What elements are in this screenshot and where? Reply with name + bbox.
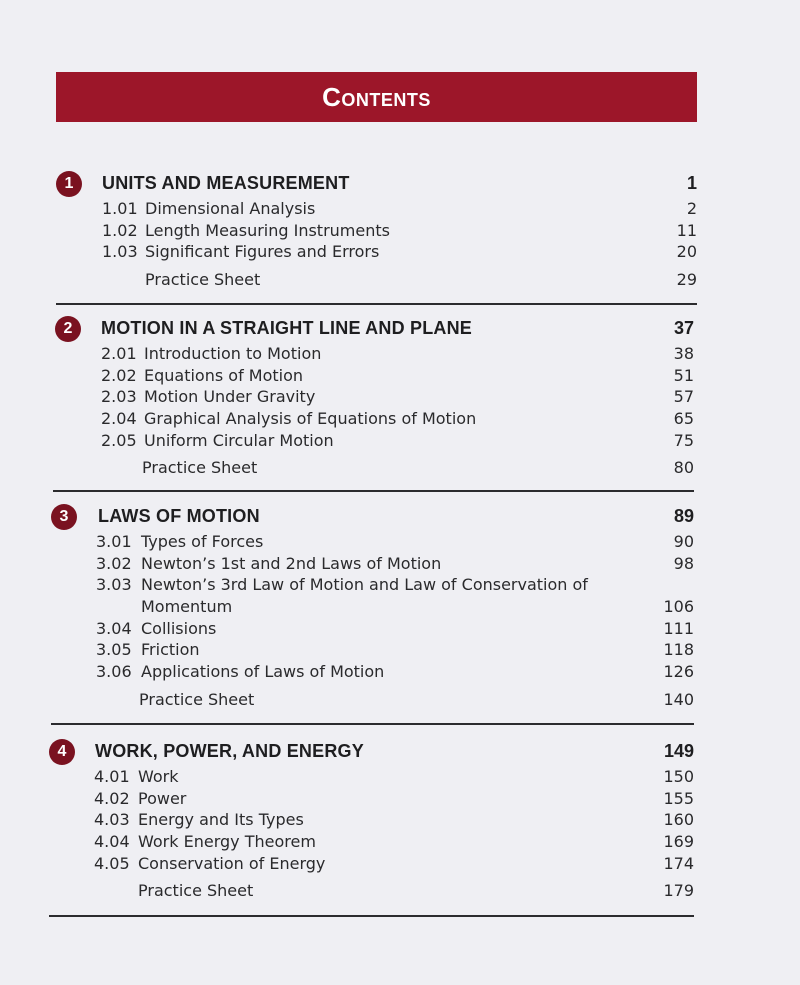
section-page-number: 169 (663, 832, 694, 852)
section-row (55, 429, 694, 451)
section-page-number: 75 (673, 430, 694, 450)
chapter-number-badge: 1 (56, 171, 82, 197)
section-number: 1.02 (102, 220, 138, 240)
section-page-number: 111 (663, 618, 694, 638)
section-number: 3.06 (96, 662, 132, 682)
practice-sheet-title: Practice Sheet (145, 270, 261, 290)
section-row (49, 765, 694, 787)
section-row (49, 808, 694, 830)
section-title: Equations of Motion (144, 365, 304, 385)
section-title: Significant Figures and Errors (145, 242, 380, 262)
section-row (55, 407, 694, 429)
practice-sheet-title: Practice Sheet (138, 881, 254, 901)
section-number: 4.03 (94, 810, 130, 830)
chapter-page-number: 89 (673, 506, 694, 526)
chapter-number-badge: 4 (49, 739, 75, 765)
chapter-page-number: 37 (673, 318, 694, 338)
chapter-divider (51, 723, 694, 725)
section-title: Friction (141, 640, 200, 660)
contents-banner (56, 72, 697, 122)
section-title: Uniform Circular Motion (144, 430, 334, 450)
chapter-divider (49, 915, 694, 917)
section-title: Applications of Laws of Motion (141, 662, 385, 682)
section-page-number: 11 (676, 220, 697, 240)
chapter-number-badge: 3 (51, 504, 77, 530)
section-number: 2.03 (101, 387, 137, 407)
chapter-title: MOTION IN A STRAIGHT LINE AND PLANE (101, 318, 472, 338)
chapter-title: UNITS AND MEASUREMENT (102, 173, 350, 193)
section-title: Work Energy Theorem (138, 832, 316, 852)
chapter-4 (49, 739, 694, 900)
chapter-title: WORK, POWER, AND ENERGY (95, 741, 364, 761)
chapter-page-number: 1 (686, 173, 697, 193)
section-number: 4.04 (94, 832, 130, 852)
section-number: 2.04 (101, 409, 137, 429)
section-number: 2.05 (101, 430, 137, 450)
section-row (51, 638, 694, 660)
section-title: Introduction to Motion (144, 344, 322, 363)
chapter-heading (56, 171, 697, 197)
section-page-number: 65 (673, 409, 694, 429)
section-number: 3.01 (96, 532, 132, 551)
section-number: 2.02 (101, 365, 137, 385)
chapter-1 (56, 171, 697, 289)
practice-sheet-row (56, 262, 697, 289)
chapter-title: LAWS OF MOTION (98, 506, 260, 526)
section-page-number: 51 (673, 365, 694, 385)
section-title: Newton’s 3rd Law of Motion and Law of Conservation of (141, 575, 588, 595)
section-number: 3.05 (96, 640, 132, 660)
chapter-number-badge: 2 (55, 316, 81, 342)
section-page-number: 57 (673, 387, 694, 407)
section-page-number: 38 (673, 344, 694, 363)
chapter-3 (51, 504, 694, 709)
section-row (56, 197, 697, 219)
section-page-number: 20 (676, 242, 697, 262)
section-page-number: 2 (686, 199, 697, 218)
section-title: Work (138, 767, 179, 786)
practice-sheet-row (51, 682, 694, 709)
section-title: Length Measuring Instruments (145, 220, 390, 240)
section-row (51, 595, 694, 617)
section-page-number: 150 (663, 767, 694, 786)
practice-sheet-title: Practice Sheet (139, 689, 255, 709)
section-number: 3.04 (96, 618, 132, 638)
section-row (55, 385, 694, 407)
section-page-number: 118 (663, 640, 694, 660)
section-page-number: 126 (663, 662, 694, 682)
section-row (56, 240, 697, 262)
section-number: 3.03 (96, 575, 132, 595)
section-title: Collisions (141, 618, 217, 638)
section-title: Dimensional Analysis (145, 199, 316, 218)
section-title: Power (138, 788, 187, 808)
section-title: Motion Under Gravity (144, 387, 316, 407)
section-number: 4.02 (94, 788, 130, 808)
section-row (51, 552, 694, 574)
section-row (49, 830, 694, 852)
section-number: 4.01 (94, 767, 130, 786)
section-row (55, 364, 694, 386)
section-page-number: 155 (663, 788, 694, 808)
section-row (51, 617, 694, 639)
practice-sheet-row (49, 873, 694, 900)
section-row (51, 530, 694, 552)
practice-sheet-page-number: 179 (663, 881, 694, 901)
section-row (56, 219, 697, 241)
section-page-number: 160 (663, 810, 694, 830)
section-page-number: 90 (673, 532, 694, 551)
section-title: Momentum (141, 597, 233, 617)
section-number: 3.02 (96, 553, 132, 573)
chapter-page-number: 149 (663, 741, 694, 761)
section-row (49, 852, 694, 874)
section-page-number: 98 (673, 553, 694, 573)
section-row (49, 787, 694, 809)
section-title: Graphical Analysis of Equations of Motion (144, 409, 477, 429)
section-title: Conservation of Energy (138, 853, 326, 873)
chapter-heading (49, 739, 694, 765)
section-title: Energy and Its Types (138, 810, 304, 830)
section-title: Newton’s 1st and 2nd Laws of Motion (141, 553, 442, 573)
section-page-number: 106 (663, 597, 694, 617)
section-row (51, 660, 694, 682)
chapter-2 (55, 316, 694, 477)
practice-sheet-page-number: 140 (663, 689, 694, 709)
section-page-number: 174 (663, 853, 694, 873)
section-number: 1.03 (102, 242, 138, 262)
practice-sheet-page-number: 29 (676, 270, 697, 290)
chapter-divider (56, 303, 697, 305)
chapter-divider (53, 490, 694, 492)
section-row (51, 573, 694, 595)
page-title: Contents (322, 81, 431, 112)
practice-sheet-row (55, 450, 694, 477)
section-row (55, 342, 694, 364)
section-title: Types of Forces (141, 532, 264, 551)
practice-sheet-page-number: 80 (673, 458, 694, 478)
section-number: 1.01 (102, 199, 138, 218)
chapter-heading (51, 504, 694, 530)
chapter-heading (55, 316, 694, 342)
section-number: 2.01 (101, 344, 137, 363)
section-number: 4.05 (94, 853, 130, 873)
practice-sheet-title: Practice Sheet (142, 458, 258, 478)
